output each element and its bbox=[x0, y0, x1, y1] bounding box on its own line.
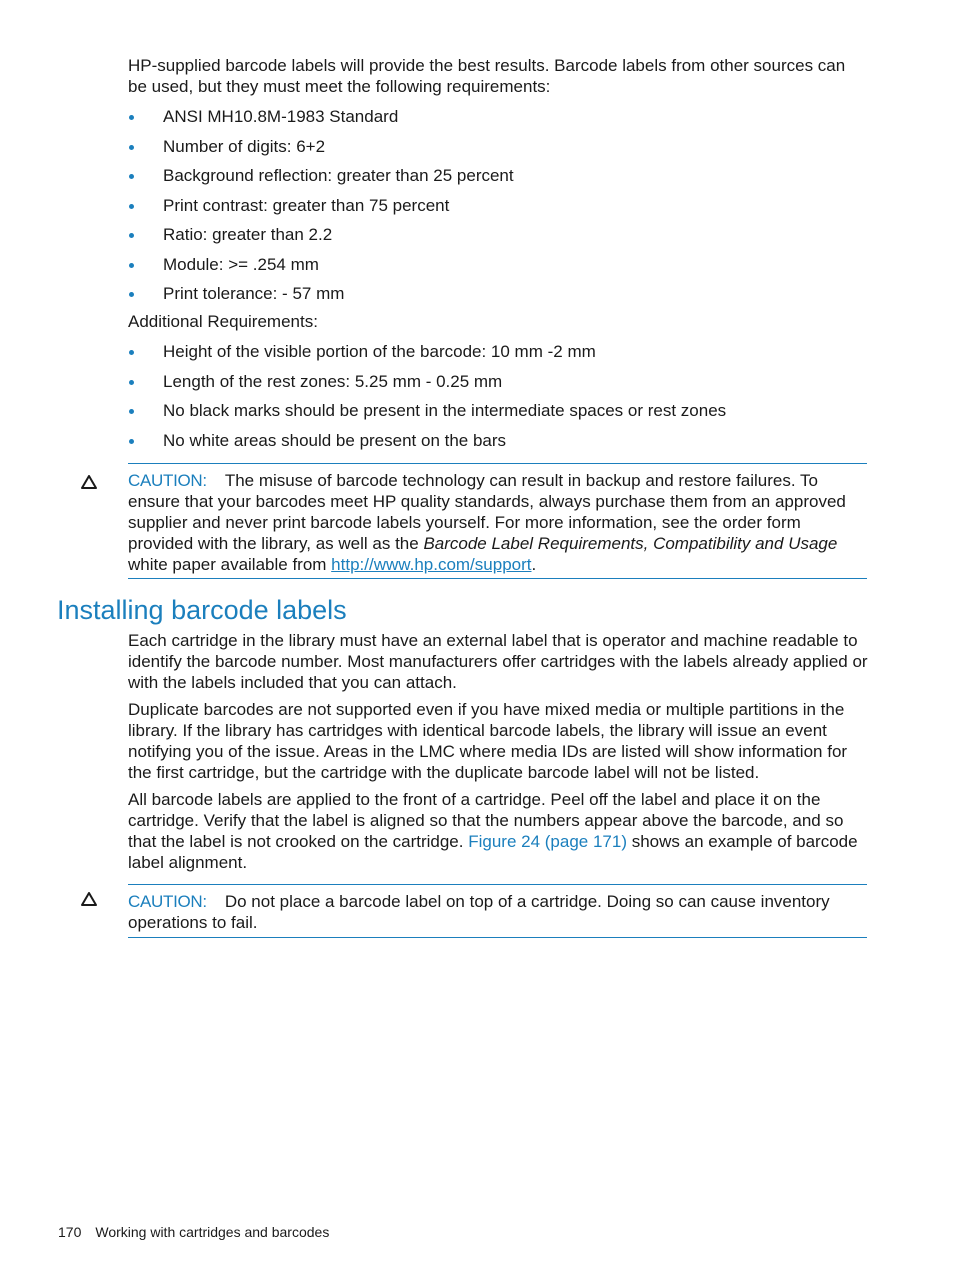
list-item: No black marks should be present in the intermediate spaces or rest zones bbox=[128, 400, 868, 430]
list-item: Print contrast: greater than 75 percent bbox=[128, 195, 868, 225]
bullet-icon bbox=[129, 233, 134, 238]
white-paper-title: Barcode Label Requirements, Compatibility and Usage bbox=[423, 534, 838, 553]
caution-triangle-icon bbox=[80, 891, 98, 907]
additional-requirements-label: Additional Requirements: bbox=[128, 312, 318, 331]
caution-text: CAUTION: The misuse of barcode technology can result in backup and restore failures. To ensure that your barcodes meet HP quality standards, always purchase them from an approved supplier and never print barcode labels yourself. For more information, see the order form provided with the library, as well as the Barcode Label Requirements, Compatibility and Usage white paper available from http://www.hp.com/support. bbox=[128, 471, 846, 574]
list-item: No white areas should be present on the bars bbox=[128, 430, 868, 460]
chapter-title: Working with cartridges and barcodes bbox=[95, 1224, 330, 1240]
caution-label: CAUTION: bbox=[128, 892, 207, 911]
caution-note bbox=[128, 884, 867, 938]
bullet-icon bbox=[129, 115, 134, 120]
list-item: Number of digits: 6+2 bbox=[128, 136, 868, 166]
bullet-icon bbox=[129, 380, 134, 385]
caution-label: CAUTION: bbox=[128, 471, 207, 490]
body-paragraph: Duplicate barcodes are not supported even if you have mixed media or multiple partitions in the library. If the library has cartridges with identical barcode labels, the library will issue an event notifying you of the issue. Areas in the LMC where media IDs are listed will show information for the first cartridge, but the cartridge with the duplicate barcode label will not be listed. bbox=[128, 700, 848, 782]
caution-text: CAUTION: Do not place a barcode label on top of a cartridge. Doing so can cause inventory operations to fail. bbox=[128, 892, 830, 932]
list-item: Height of the visible portion of the barcode: 10 mm -2 mm bbox=[128, 341, 868, 371]
page-footer bbox=[58, 1223, 329, 1241]
bullet-icon bbox=[129, 350, 134, 355]
bullet-icon bbox=[129, 174, 134, 179]
list-item: Module: >= .254 mm bbox=[128, 254, 868, 284]
additional-requirements-list bbox=[128, 341, 868, 459]
bullet-icon bbox=[129, 292, 134, 297]
list-item: Length of the rest zones: 5.25 mm - 0.25 mm bbox=[128, 371, 868, 401]
list-item: Print tolerance: - 57 mm bbox=[128, 283, 868, 313]
intro-paragraph: HP-supplied barcode labels will provide the best results. Barcode labels from other sources can be used, but they must meet the following requirements: bbox=[128, 56, 846, 96]
figure-24-link[interactable]: Figure 24 (page 171) bbox=[468, 832, 627, 851]
bullet-icon bbox=[129, 263, 134, 268]
requirements-list bbox=[128, 106, 868, 313]
body-paragraph: All barcode labels are applied to the front of a cartridge. Peel off the label and place it on the cartridge. Verify that the label is aligned so that the numbers appear above the barcode, and so that the label is not crooked on the cartridge. Figure 24 (page 171) shows an example of barcode label alignment. bbox=[128, 790, 858, 872]
list-item: Background reflection: greater than 25 percent bbox=[128, 165, 868, 195]
bullet-icon bbox=[129, 204, 134, 209]
bullet-icon bbox=[129, 145, 134, 150]
bullet-icon bbox=[129, 409, 134, 414]
caution-triangle-icon bbox=[80, 474, 98, 490]
section-heading: Installing barcode labels bbox=[57, 595, 347, 625]
list-item: ANSI MH10.8M-1983 Standard bbox=[128, 106, 868, 136]
bullet-icon bbox=[129, 439, 134, 444]
page-number: 170 bbox=[58, 1224, 82, 1240]
hp-support-link[interactable]: http://www.hp.com/support bbox=[331, 555, 532, 574]
body-paragraph: Each cartridge in the library must have an external label that is operator and machine readable to identify the barcode number. Most manufacturers offer cartridges with the labels already applied or with the labels included that you can attach. bbox=[128, 631, 868, 692]
list-item: Ratio: greater than 2.2 bbox=[128, 224, 868, 254]
caution-note bbox=[128, 463, 867, 579]
